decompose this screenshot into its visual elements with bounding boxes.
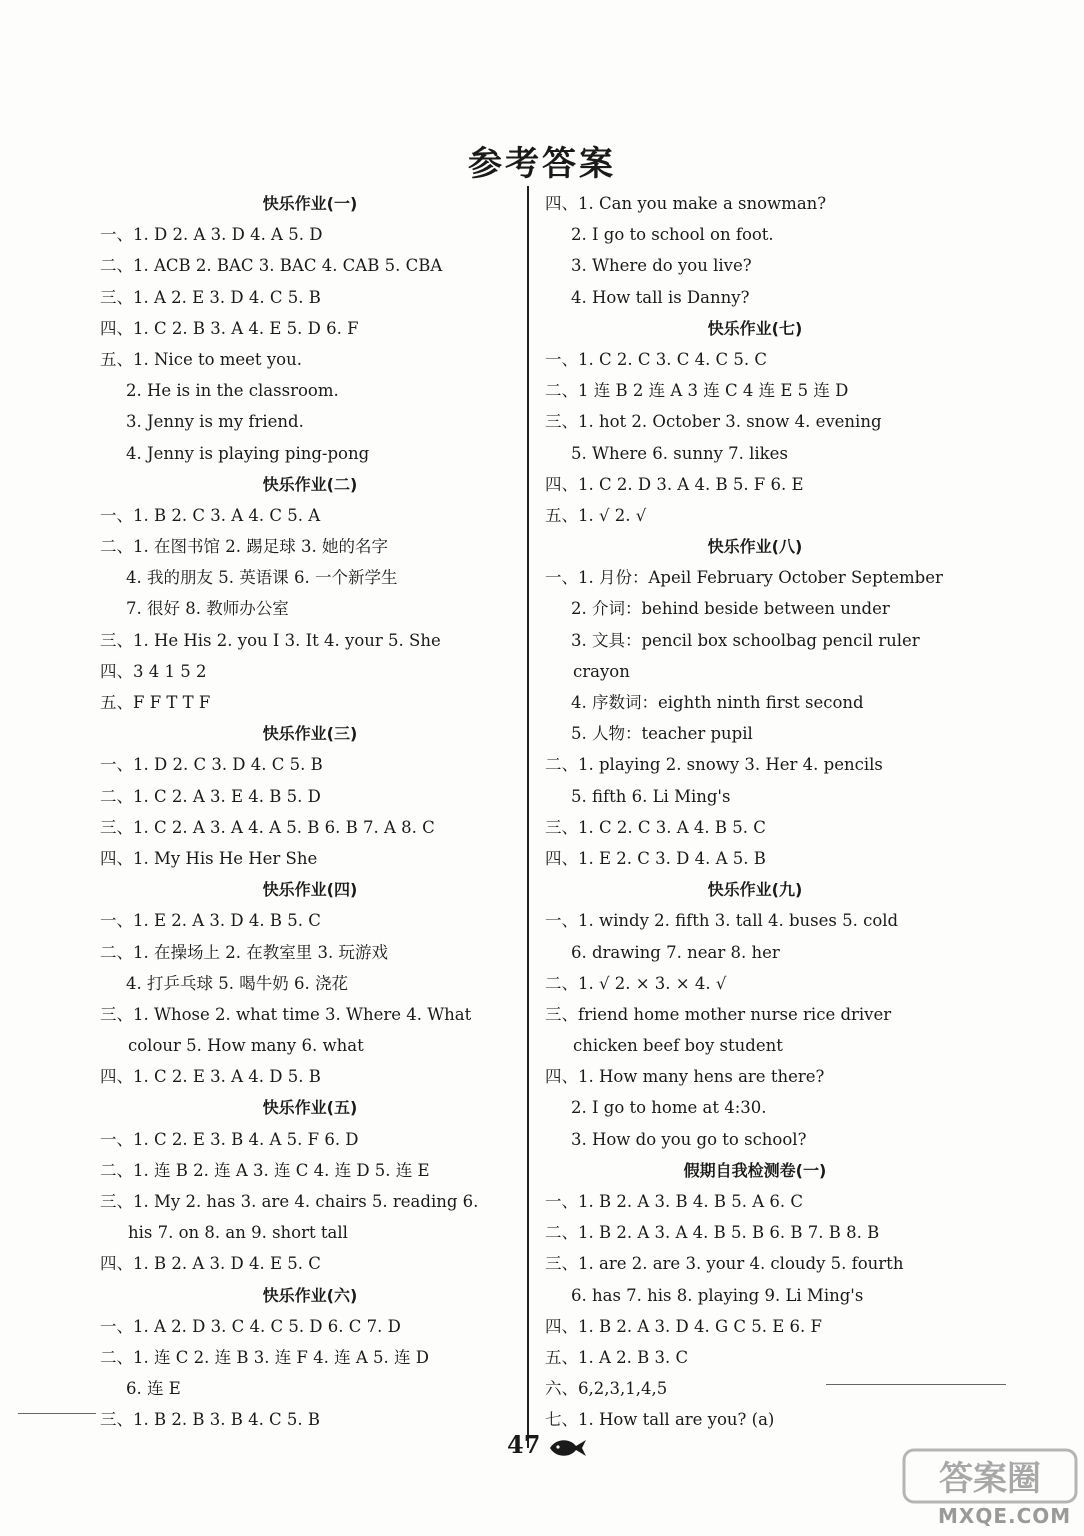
answer-line: 一、1. C 2. E 3. B 4. A 5. F 6. D [100,1129,359,1149]
section-heading: 快乐作业(九) [707,880,803,900]
answer-line: 四、1. E 2. C 3. D 4. A 5. B [545,848,766,868]
answer-line: 6. 连 E [126,1379,181,1399]
answer-line: 二、1. 连 C 2. 连 B 3. 连 F 4. 连 A 5. 连 D [100,1347,429,1367]
bottom-dash-right [826,1384,1006,1385]
section-heading: 快乐作业(六) [262,1285,358,1305]
answer-line: 一、1. B 2. A 3. B 4. B 5. A 6. C [545,1192,803,1211]
answer-line: 一、1. 月份：Apeil February October September [545,568,943,588]
answer-line: 六、6,2,3,1,4,5 [545,1379,668,1399]
answer-line: 2. I go to home at 4:30. [571,1098,767,1118]
answer-line: 4. Jenny is playing ping-pong [126,443,370,463]
answer-line: 七、1. How tall are you? (a) [545,1410,775,1430]
section-heading: 快乐作业(三) [262,724,358,744]
answer-line: 6. drawing 7. near 8. her [571,942,780,962]
answer-line: 7. 很好 8. 教师办公室 [126,599,289,619]
answer-line: 2. I go to school on foot. [571,225,774,245]
answer-line: 5. 人物：teacher pupil [571,724,753,744]
answer-line: 四、1. B 2. A 3. D 4. E 5. C [100,1254,321,1274]
answer-line: 二、1. C 2. A 3. E 4. B 5. D [100,786,321,806]
section-heading: 快乐作业(二) [262,474,358,494]
answer-line: 三、1. C 2. C 3. A 4. B 5. C [545,817,766,837]
answer-line: 五、1. √ 2. √ [545,505,647,525]
answer-line: 四、1. Can you make a snowman? [545,194,827,213]
answer-line: 四、1. C 2. B 3. A 4. E 5. D 6. F [100,318,359,338]
answer-line: 一、1. D 2. A 3. D 4. A 5. D [100,225,323,245]
answer-line: 3. Where do you live? [571,256,752,276]
answer-line: 4. How tall is Danny? [571,287,750,307]
left-column [100,188,520,1436]
answer-line: 四、1. My His He Her She [100,848,318,868]
answer-line: 三、1. Whose 2. what time 3. Where 4. What [100,1004,472,1024]
answer-line: 五、1. Nice to meet you. [100,349,302,369]
answer-line: 2. 介词：behind beside between under [571,599,890,619]
answer-line: 三、1. hot 2. October 3. snow 4. evening [545,412,882,432]
answer-line: 四、1. B 2. A 3. D 4. G C 5. E 6. F [545,1316,822,1336]
answer-line: 一、1. D 2. C 3. D 4. C 5. B [100,755,323,775]
page-number: 47 [507,1430,541,1459]
answer-line: 3. How do you go to school? [571,1129,807,1149]
answer-line: 2. He is in the classroom. [126,381,339,401]
answer-line: colour 5. How many 6. what [128,1036,364,1056]
answer-line: 二、1. playing 2. snowy 3. Her 4. pencils [545,755,883,775]
answer-line: 5. fifth 6. Li Ming's [571,786,731,806]
answer-line: 四、1. C 2. D 3. A 4. B 5. F 6. E [545,474,804,494]
section-heading: 快乐作业(七) [707,318,803,338]
answer-line: 3. 文具：pencil box schoolbag pencil ruler [571,630,920,650]
section-heading: 快乐作业(五) [262,1098,358,1118]
answer-line: 三、1. C 2. A 3. A 4. A 5. B 6. B 7. A 8. C [100,817,435,837]
answer-line: 5. Where 6. sunny 7. likes [571,443,788,463]
answer-line: 五、F F T T F [100,693,211,712]
answer-line: 三、1. B 2. B 3. B 4. C 5. B [100,1410,321,1430]
answer-line: 四、1. How many hens are there? [545,1067,825,1087]
answer-line: 一、1. A 2. D 3. C 4. C 5. D 6. C 7. D [100,1316,401,1336]
answer-line: 一、1. B 2. C 3. A 4. C 5. A [100,505,321,525]
watermark-logo-text: 答案圈 [939,1459,1041,1499]
answer-line: 一、1. windy 2. fifth 3. tall 4. buses 5. cold [545,911,899,931]
answer-line: 二、1 连 B 2 连 A 3 连 C 4 连 E 5 连 D [545,381,849,401]
section-heading: 假期自我检测卷(一) [683,1160,827,1180]
answer-line: 三、1. He His 2. you I 3. It 4. your 5. She [100,630,441,650]
answer-line: his 7. on 8. an 9. short tall [128,1223,348,1243]
answer-line: 4. 打乒乓球 5. 喝牛奶 6. 浇花 [126,973,348,993]
answer-line: 二、1. 在操场上 2. 在教室里 3. 玩游戏 [100,942,388,962]
bottom-dash-left [18,1413,96,1414]
section-heading: 快乐作业(一) [262,194,358,213]
answer-line: 五、1. A 2. B 3. C [545,1347,689,1367]
answer-line: 6. has 7. his 8. playing 9. Li Ming's [571,1285,864,1305]
answer-line: 二、1. B 2. A 3. A 4. B 5. B 6. B 7. B 8. B [545,1223,880,1243]
answer-line: 二、1. 连 B 2. 连 A 3. 连 C 4. 连 D 5. 连 E [100,1160,430,1180]
answer-line: 一、1. C 2. C 3. C 4. C 5. C [545,349,768,369]
column-divider [527,186,529,1448]
answer-line: 4. 我的朋友 5. 英语课 6. 一个新学生 [126,568,398,588]
page-title: 参考答案 [468,144,616,184]
answer-line: chicken beef boy student [573,1036,783,1056]
right-column [545,188,965,1436]
answer-line: 3. Jenny is my friend. [126,412,304,432]
answer-line: 二、1. ACB 2. BAC 3. BAC 4. CAB 5. CBA [100,256,443,276]
answer-line: 二、1. 在图书馆 2. 踢足球 3. 她的名字 [100,537,388,557]
answer-line: 四、1. C 2. E 3. A 4. D 5. B [100,1067,321,1087]
answer-line: crayon [573,661,630,681]
answer-line: 三、1. A 2. E 3. D 4. C 5. B [100,287,321,307]
answer-line: 四、3 4 1 5 2 [100,661,207,681]
fish-icon [548,1436,588,1460]
answer-line: 二、1. √ 2. × 3. × 4. √ [545,973,727,993]
answer-line: 三、1. are 2. are 3. your 4. cloudy 5. fourth [545,1254,904,1274]
answer-line: 三、1. My 2. has 3. are 4. chairs 5. reading 6. [100,1192,479,1211]
answer-line: 三、friend home mother nurse rice driver [545,1004,892,1024]
answer-line: 4. 序数词：eighth ninth first second [571,693,864,712]
watermark-site: MXQE.COM [938,1504,1072,1528]
answer-line: 一、1. E 2. A 3. D 4. B 5. C [100,911,321,931]
section-heading: 快乐作业(八) [707,537,803,557]
section-heading: 快乐作业(四) [262,880,358,900]
